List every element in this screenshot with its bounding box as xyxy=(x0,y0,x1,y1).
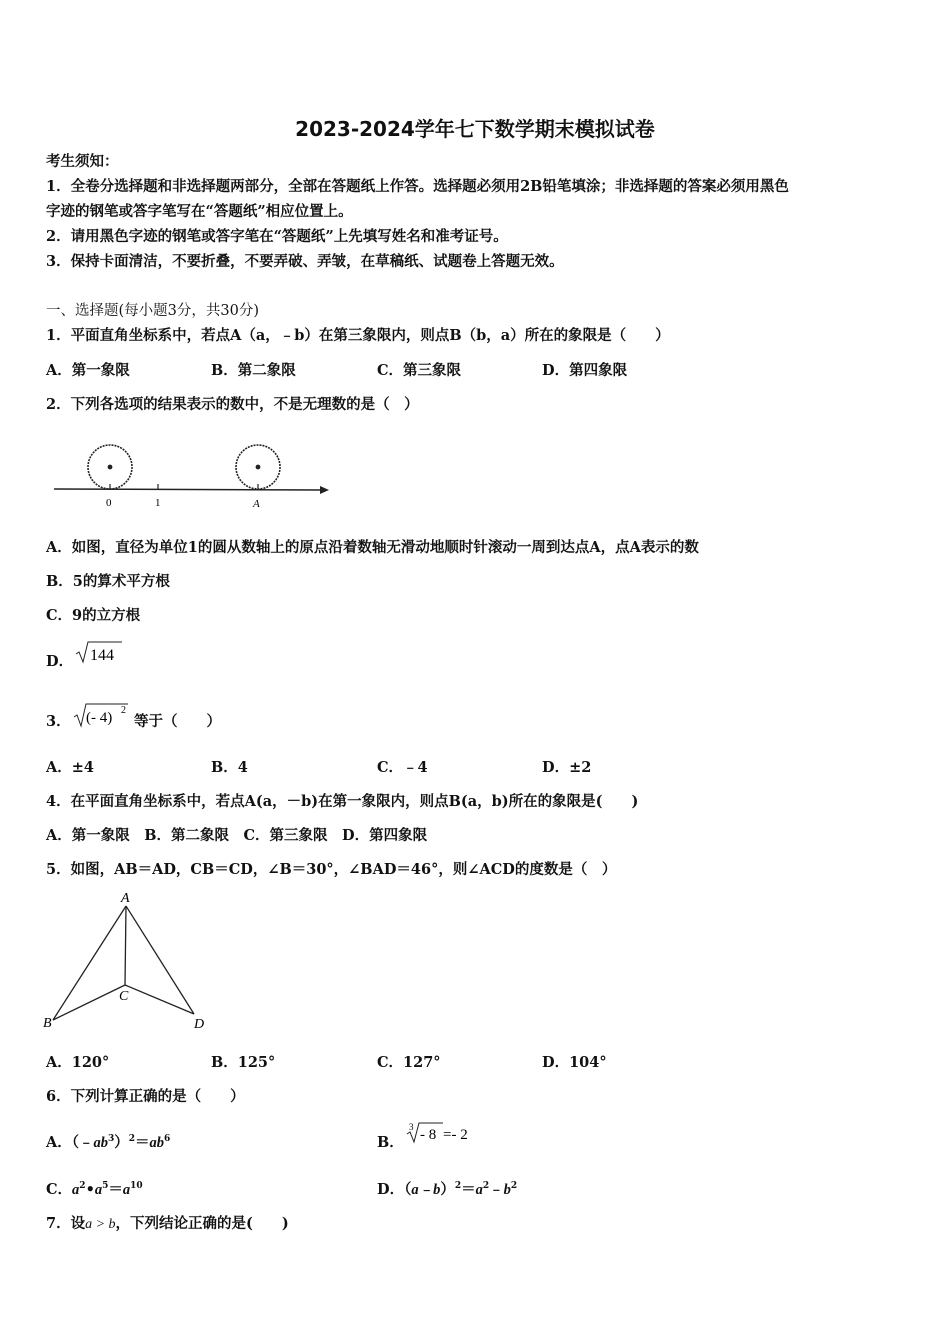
q6-d-x2: b xyxy=(503,1182,511,1198)
question-5-stem: 5．如图，AB＝AD，CB＝CD，∠B＝30°，∠BAD＝46°，则∠ACD的度数是（ ） xyxy=(46,861,617,878)
q2-option-a: A．如图，直径为单位1的圆从数轴上的原点沿着数轴无滑动地顺时针滚动一周到达点A，点A表示的数 xyxy=(46,539,699,556)
q6-c-x2: a xyxy=(94,1182,103,1198)
radicand-neg4: (- 4) xyxy=(86,710,113,726)
q6-d-e3: 2 xyxy=(510,1181,518,1192)
q1-option-a: A．第一象限 xyxy=(46,362,130,379)
q1-option-c: C．第三象限 xyxy=(377,362,462,379)
q6-c-x3: a xyxy=(122,1182,131,1198)
notice-item: 3．保持卡面清洁，不要折叠，不要弄破、弄皱，在草稿纸、试题卷上答题无效。 xyxy=(46,253,564,270)
q5-option-b: B．125° xyxy=(211,1054,276,1071)
q5-option-d: D．104° xyxy=(542,1054,607,1071)
q6-d-eq: ＝ xyxy=(461,1181,476,1198)
q6-c-e2: 5 xyxy=(102,1181,109,1192)
q6-c-x1: a xyxy=(72,1182,80,1198)
vertex-a-label: A xyxy=(121,891,130,906)
vertex-d-label: D xyxy=(194,1017,205,1032)
q1-option-b: B．第二象限 xyxy=(211,362,296,379)
q6-c-eq: ＝ xyxy=(108,1181,123,1198)
q1-option-d: D．第四象限 xyxy=(542,362,628,379)
q2-option-b: B．5的算术平方根 xyxy=(46,573,170,590)
q6-d-e2: 2 xyxy=(482,1181,490,1192)
q6-c-prefix: C． xyxy=(46,1181,73,1198)
exponent-2: 2 xyxy=(121,705,126,716)
question-7-stem xyxy=(46,1214,289,1235)
q6-a-prefix: A．（﹣ xyxy=(46,1134,94,1151)
q6-d-expr: a﹣b xyxy=(411,1182,441,1198)
q6-d-minus: ﹣ xyxy=(489,1181,504,1198)
question-3-tail: 等于（ ） xyxy=(134,713,221,730)
q6-a-exp2: 2 xyxy=(128,1134,136,1145)
notice-heading: 考生须知： xyxy=(46,153,119,170)
radicand-neg8: - 8 xyxy=(420,1127,437,1143)
q6-a-exp1: 3 xyxy=(108,1134,115,1145)
notice-item: 2．请用黑色字迹的钢笔或答字笔在“答题纸”上先填写姓名和准考证号。 xyxy=(46,228,508,245)
q6-option-c xyxy=(46,1180,143,1200)
notice-item: 字迹的钢笔或答字笔写在“答题纸”相应位置上。 xyxy=(46,203,353,220)
triangle-figure xyxy=(40,886,215,1034)
cbrt-neg8 xyxy=(405,1120,495,1146)
q6-c-dot: • xyxy=(85,1181,95,1198)
q6-a-result: ab xyxy=(149,1135,165,1151)
question-2-stem: 2．下列各选项的结果表示的数中，不是无理数的是（ ） xyxy=(46,396,419,413)
page-title: 2023-2024学年七下数学期末模拟试卷 xyxy=(295,117,655,141)
q4-options: A．第一象限 B．第二象限 C．第三象限 D．第四象限 xyxy=(46,827,428,844)
number-line-figure xyxy=(50,436,335,512)
circle-end-center xyxy=(256,465,261,470)
q6-d-close: ） xyxy=(440,1181,455,1198)
q6-a-exp3: 6 xyxy=(164,1134,171,1145)
number-line xyxy=(54,489,322,490)
number-line-arrow xyxy=(320,486,329,494)
q6-option-d xyxy=(377,1180,517,1200)
q6-a-close: ） xyxy=(114,1134,129,1151)
q6-c-e3: 10 xyxy=(130,1181,143,1192)
q6-a-eq: ＝ xyxy=(135,1134,150,1151)
q6-option-b-label: B． xyxy=(377,1134,404,1151)
q6-option-a xyxy=(46,1133,170,1153)
question-4-stem: 4．在平面直角坐标系中，若点A(a，－b)在第一象限内，则点B(a，b)所在的象限是( ) xyxy=(46,793,639,810)
q6-d-prefix: D．（ xyxy=(377,1181,412,1198)
label-a: A xyxy=(253,498,260,510)
q5-option-c: C．127° xyxy=(377,1054,441,1071)
question-6-stem: 6．下列计算正确的是（ ） xyxy=(46,1088,245,1105)
q5-option-a: A．120° xyxy=(46,1054,110,1071)
vertex-c-label: C xyxy=(119,989,129,1004)
segment-ac xyxy=(125,906,126,985)
q6-b-result: =- 2 xyxy=(443,1127,468,1143)
q3-option-c: C．﹣4 xyxy=(377,759,428,776)
vertex-b-label: B xyxy=(43,1016,52,1031)
q3-option-d: D．±2 xyxy=(542,759,592,776)
section-heading: 一、选择题(每小题3分，共30分) xyxy=(46,303,259,319)
notice-item: 1．全卷分选择题和非选择题两部分，全部在答题纸上作答。选择题必须用2B铅笔填涂；非选择题的答案必须用黑色 xyxy=(46,178,789,195)
segment-cd xyxy=(125,985,194,1014)
q2-option-d-label: D． xyxy=(46,653,74,670)
question-1-stem: 1．平面直角坐标系中，若点A（a，﹣b）在第三象限内，则点B（b，a）所在的象限是（ ） xyxy=(46,327,670,344)
q7-condition: a > b xyxy=(85,1217,116,1232)
q2-option-d xyxy=(46,652,73,672)
sqrt-neg4-squared xyxy=(72,701,132,729)
q3-option-b: B．4 xyxy=(211,759,248,776)
circle-start-center xyxy=(108,465,113,470)
radicand-144: 144 xyxy=(90,647,114,664)
label-0: 0 xyxy=(106,497,112,509)
cbrt-index: 3 xyxy=(409,1122,414,1132)
sqrt-144 xyxy=(74,640,124,666)
segment-ad xyxy=(126,906,194,1014)
q3-option-a: A．±4 xyxy=(46,759,94,776)
q6-d-e1: 2 xyxy=(454,1181,462,1192)
q6-c-e1: 2 xyxy=(79,1181,86,1192)
q7-tail: ，下列结论正确的是( ) xyxy=(115,1215,289,1232)
label-1: 1 xyxy=(155,497,161,509)
q6-a-base: ab xyxy=(93,1135,108,1151)
q7-prefix: 7．设 xyxy=(46,1215,86,1232)
q2-option-c: C．9的立方根 xyxy=(46,607,141,624)
q6-d-x1: a xyxy=(475,1182,483,1198)
question-3-number: 3． xyxy=(46,713,71,730)
